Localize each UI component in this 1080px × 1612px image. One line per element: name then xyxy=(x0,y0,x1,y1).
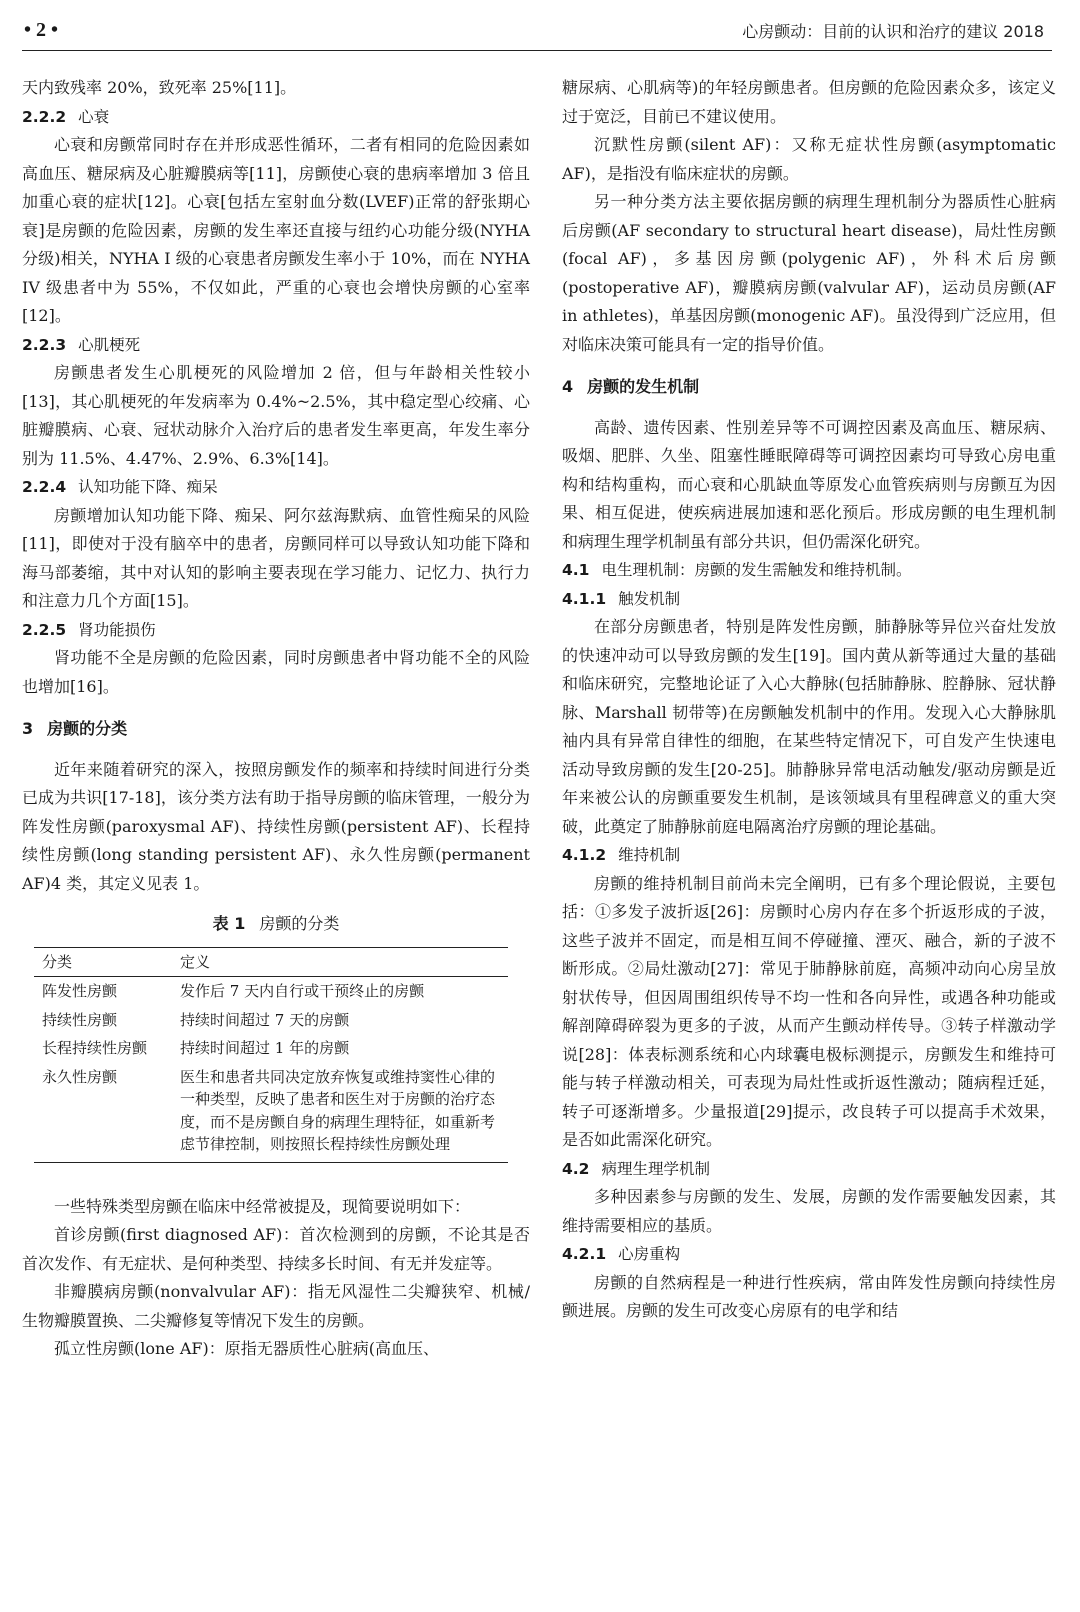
page-number: • 2 • xyxy=(24,19,59,41)
section-heading-2-2-3 xyxy=(22,331,530,360)
right-column xyxy=(562,74,1056,1326)
paragraph: 肾功能不全是房颤的危险因素，同时房颤患者中肾功能不全的风险也增加[16]。 xyxy=(22,648,530,696)
section-heading-2-2-4 xyxy=(22,473,530,502)
table-header-row xyxy=(34,947,508,977)
section-title: 认知功能下降、痴呆 xyxy=(78,478,218,496)
paragraph: 首诊房颤(first diagnosed AF)：首次检测到的房颤，不论其是否首次发作、有无症状、是何种类型、持续多长时间、有无并发症等。 xyxy=(22,1225,530,1273)
paragraph: 房颤的自然病程是一种进行性疾病，常由阵发性房颤向持续性房颤进展。房颤的发生可改变心房原有的电学和结 xyxy=(562,1272,1056,1320)
section-heading-4-2-1 xyxy=(562,1240,1056,1269)
table-cell: 持续性房颤 xyxy=(42,1010,118,1029)
section-heading-2-2-5 xyxy=(22,616,530,645)
table-cell: 持续时间超过 1 年的房颤 xyxy=(180,1039,350,1057)
column-header: 定义 xyxy=(172,947,508,977)
section-title: 心衰 xyxy=(78,107,110,126)
table-cell: 长程持续性房颤 xyxy=(42,1039,148,1057)
spacer xyxy=(22,1163,530,1193)
section-number: 2.2.4 xyxy=(22,478,67,496)
paragraph: 孤立性房颤(lone AF)：原指无器质性心脏病(高血压、 xyxy=(54,1339,439,1358)
section-number: 4.2 xyxy=(562,1159,590,1178)
paragraph: 房颤的维持机制目前尚未完全阐明，已有多个理论假说，主要包括：①多发子波折返[26]：房颤时心房内存在多个折返形成的子波，这些子波并不固定，而是相互间不停碰撞、湮灭、融合，新的子波不断形成。②局灶激动[27]：常见于肺静脉前庭，高频冲动向心房呈放射状传导，但因周围组织传导不均一性和各向异性，或遇各种功能或解剖障碍碎裂为更多的子波，从而产生颤动样传导。③转子样激动学说[28]：体表标测系统和心内球囊电极标测提示，房颤发生和维持可能与转子样激动相关，可表现为局灶性或折返性激动；随病程迁延，转子可逐渐增多。少量报道[29]提示，改良转子可以提高手术效果，是否如此需深化研究。 xyxy=(562,873,1056,1149)
section-heading-3 xyxy=(22,715,530,744)
section-number: 4.1 xyxy=(562,561,590,579)
section-number: 2.2.2 xyxy=(22,107,67,126)
table-row xyxy=(34,1034,508,1063)
paragraph: 近年来随着研究的深入，按照房颤发作的频率和持续时间进行分类已成为共识[17-18]，该分类方法有助于指导房颤的临床管理，一般分为阵发性房颤(paroxysmal AF)、持续性房颤(persistent AF)、长程持续性房颤(long standing persistent AF)、永久性房颤(permanent AF)4 类，其定义见表 1。 xyxy=(22,759,530,893)
section-heading-4-2 xyxy=(562,1155,1056,1184)
left-column xyxy=(22,74,530,1364)
section-number: 3 xyxy=(22,719,34,738)
table-cell: 永久性房颤 xyxy=(34,1063,172,1163)
running-title: 心房颤动：目前的认识和治疗的建议 2018 xyxy=(742,22,1044,41)
section-title: 病理生理学机制 xyxy=(601,1159,710,1178)
paragraph: 非瓣膜病房颤(nonvalvular AF)：指无风湿性二尖瓣狭窄、机械/生物瓣膜置换、二尖瓣修复等情况下发生的房颤。 xyxy=(22,1282,530,1330)
section-title: 房颤的分类 xyxy=(47,719,128,738)
section-number: 4 xyxy=(562,377,574,396)
section-heading-4 xyxy=(562,373,1056,402)
table-cell: 阵发性房颤 xyxy=(42,982,118,1000)
classification-table xyxy=(34,947,508,1163)
paragraph: 多种因素参与房颤的发生、发展，房颤的发作需要触发因素，其维持需要相应的基质。 xyxy=(562,1187,1056,1235)
table-title: 房颤的分类 xyxy=(259,914,340,933)
column-header: 分类 xyxy=(34,947,172,977)
section-number: 4.2.1 xyxy=(562,1245,607,1263)
section-number: 4.1.2 xyxy=(562,846,607,864)
table-cell: 持续时间超过 7 天的房颤 xyxy=(180,1010,350,1029)
table-row xyxy=(34,1063,508,1163)
paragraph: 房颤增加认知功能下降、痴呆、阿尔兹海默病、血管性痴呆的风险[11]，即使对于没有脑卒中的患者，房颤同样可以导致认知功能下降和海马部萎缩，其中对认知的影响主要表现在学习能力、记忆力、执行力和注意力几个方面[15]。 xyxy=(22,505,530,610)
section-title: 肾功能损伤 xyxy=(78,620,156,639)
section-heading-4-1-1 xyxy=(562,585,1056,614)
section-number: 4.1.1 xyxy=(562,589,607,608)
table-caption xyxy=(22,910,530,939)
section-heading-2-2-2 xyxy=(22,103,530,132)
paragraph: 在部分房颤患者，特别是阵发性房颤，肺静脉等异位兴奋灶发放的快速冲动可以导致房颤的发生[19]。国内黄从新等通过大量的基础和临床研究，完整地论证了入心大静脉(包括肺静脉、腔静脉、冠状静脉、Marshall 韧带等)在房颤触发机制中的作用。发现入心大静脉肌袖内具有异常自律性的细胞，在某些特定情况下，可自发产生快速电活动导致房颤的发生[20-25]。肺静脉异常电活动触发/驱动房颤是近年来被公认的房颤重要发生机制，是该领域具有里程碑意义的重大突破，此奠定了肺静脉前庭电隔离治疗房颤的理论基础。 xyxy=(562,617,1056,836)
paragraph: 另一种分类方法主要依据房颤的病理生理机制分为器质性心脏病后房颤(AF secondary to structural heart disease)，局灶性房颤(focal AF)，多基因房颤(polygenic AF)，外科术后房颤(postoperative AF)，瓣膜病房颤(valvular AF)，运动员房颤(AF in athletes)，单基因房颤(monogenic AF)。虽没得到广泛应用，但对临床决策可能具有一定的指导价值。 xyxy=(562,192,1056,354)
section-heading-4-1-2 xyxy=(562,841,1056,870)
paragraph: 一些特殊类型房颤在临床中经常被提及，现简要说明如下： xyxy=(54,1196,471,1216)
section-heading-4-1 xyxy=(562,556,1056,585)
section-title: 心房重构 xyxy=(618,1245,681,1263)
section-number: 2.2.5 xyxy=(22,620,67,639)
section-title: 心肌梗死 xyxy=(78,335,141,354)
section-title: 维持机制 xyxy=(618,846,681,864)
page-header xyxy=(0,0,1080,62)
paragraph: 高龄、遗传因素、性别差异等不可调控因素及高血压、糖尿病、吸烟、肥胖、久坐、阻塞性睡眠障碍等可调控因素均可导致心房电重构和结构重构，而心衰和心肌缺血等原发心血管疾病则与房颤互为因果、相互促进，使疾病进展加速和恶化预后。形成房颤的电生理机制和病理生理学机制虽有部分共识，但仍需深化研究。 xyxy=(562,417,1056,551)
paragraph: 房颤患者发生心肌梗死的风险增加 2 倍，但与年龄相关性较小[13]，其心肌梗死的年发病率为 0.4%~2.5%，其中稳定型心绞痛、心脏瓣膜病、心衰、冠状动脉介入治疗后的患者发生率更高，年发生率分别为 11.5%、4.47%、2.9%、6.3%[14]。 xyxy=(22,363,530,468)
section-title: 触发机制 xyxy=(618,589,681,608)
section-title: 房颤的发生机制 xyxy=(587,377,700,396)
paragraph: 天内致残率 20%，致死率 25%[11]。 xyxy=(22,78,297,97)
header-rule xyxy=(22,50,1052,51)
section-title: 电生理机制：房颤的发生需触发和维持机制。 xyxy=(601,561,912,579)
paragraph: 糖尿病、心肌病等)的年轻房颤患者。但房颤的危险因素众多，该定义过于宽泛，目前已不建议使用。 xyxy=(562,78,1056,126)
table-row xyxy=(34,977,508,1006)
table-label: 表 1 xyxy=(212,914,246,933)
paragraph: 心衰和房颤常同时存在并形成恶性循环，二者有相同的危险因素如高血压、糖尿病及心脏瓣膜病等[11]，房颤使心衰的患病率增加 3 倍且加重心衰的症状[12]。心衰[包括左室射血分数(LVEF)正常的舒张期心衰]是房颤的危险因素，房颤的发生率还直接与纽约心功能分级(NYHA 分级)相关，NYHA I 级的心衰患者房颤发生率小于 10%，而在 NYHA IV 级患者中为 55%，不仅如此，严重的心衰也会增快房颤的心室率[12]。 xyxy=(22,135,530,325)
table-cell: 发作后 7 天内自行或干预终止的房颤 xyxy=(180,982,425,1000)
table-row xyxy=(34,1006,508,1035)
table-cell: 医生和患者共同决定放弃恢复或维持窦性心律的一种类型，反映了患者和医生对于房颤的治疗态度，而不是房颤自身的病理生理特征，如重新考虑节律控制，则按照长程持续性房颤处理 xyxy=(172,1063,508,1163)
paragraph: 沉默性房颤(silent AF)：又称无症状性房颤(asymptomatic AF)，是指没有临床症状的房颤。 xyxy=(562,135,1056,183)
section-number: 2.2.3 xyxy=(22,335,67,354)
